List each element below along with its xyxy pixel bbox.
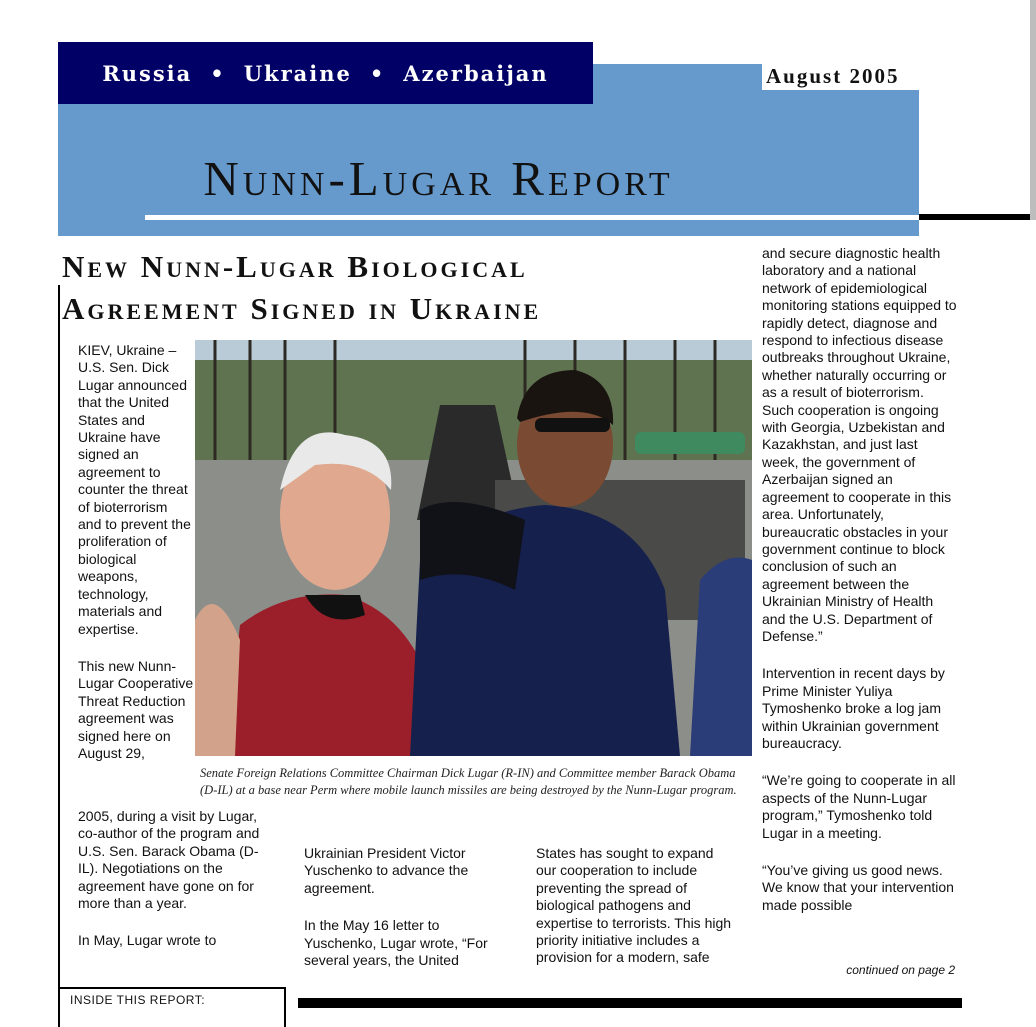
report-title: Nunn-Lugar Report: [203, 151, 674, 206]
page-edge: [1030, 0, 1036, 220]
article-headline: [62, 246, 752, 330]
issue-date: August 2005: [762, 62, 919, 90]
masthead-black-rule: [919, 214, 1036, 220]
article-column-4: [762, 245, 958, 934]
paragraph: “We’re going to cooperate in all aspects of the Nunn-Lugar program,” Tymoshenko told Lugar in a meeting.: [762, 772, 956, 841]
masthead-rule: [145, 215, 919, 220]
article-column-1: [78, 342, 194, 782]
article-column-3: [536, 845, 736, 987]
headline-line-2: Agreement Signed in Ukraine: [62, 291, 542, 326]
paragraph: Ukrainian President Victor Yuschenko to advance the agreement.: [304, 845, 469, 896]
paragraph: In the May 16 letter to Yuschenko, Lugar wrote, “For several years, the United: [304, 917, 488, 969]
region-separator: •: [369, 60, 386, 86]
region-ukraine: Ukraine: [243, 60, 352, 86]
headline-line-1: New Nunn-Lugar Biological: [62, 249, 528, 284]
paragraph: This new Nunn-Lugar Cooperative Threat Reduction agreement was signed here on August 29,: [78, 657, 194, 761]
article-photo: [195, 340, 752, 756]
photo-caption: Senate Foreign Relations Committee Chairman Dick Lugar (R-IN) and Committee member Barack Obama (D-IL) at a base near Perm where mobile launch missiles are being destroyed by the Nunn-Lugar program.: [200, 766, 737, 797]
left-rule: [58, 285, 60, 991]
region-azerbaijan: Azerbaijan: [403, 60, 549, 86]
paragraph: “You’ve giving us good news. We know that your intervention made possible: [762, 862, 954, 913]
paragraph: KIEV, Ukraine – U.S. Sen. Dick Lugar announced that the United States and Ukraine have signed an agreement to counter the threat of bioterrorism and to prevent the proliferation of biological weapons, technology, materials and expertise.: [78, 342, 191, 637]
paragraph: 2005, during a visit by Lugar, co-author of the program and U.S. Sen. Barack Obama (D-IL). Negotiations on the agreement have gone on for more than a year.: [78, 808, 260, 912]
region-separator: •: [210, 60, 226, 86]
bottom-rule: [298, 998, 962, 1008]
continued-link[interactable]: continued on page 2: [846, 963, 955, 977]
inside-report-box: [58, 987, 286, 1027]
article-column-2: [304, 845, 504, 989]
inside-report-label: INSIDE THIS REPORT:: [70, 993, 206, 1007]
article-column-1-continued: [78, 808, 268, 970]
paragraph: In May, Lugar wrote to: [78, 932, 217, 949]
paragraph: Intervention in recent days by Prime Minister Yuliya Tymoshenko broke a log jam within Ukrainian government bureaucracy.: [762, 665, 945, 751]
photo-illustration: [195, 340, 752, 756]
region-bar: [58, 42, 593, 104]
paragraph: States has sought to expand our cooperation to include preventing the spread of biological pathogens and expertise to terrorists. This high priority initiative includes a provision for a modern, safe: [536, 845, 732, 966]
region-russia: Russia: [102, 60, 193, 86]
paragraph: and secure diagnostic health laboratory and a national network of epidemiological monitoring stations equipped to rapidly detect, diagnose and respond to infectious disease outbreaks throughout Ukraine, whether naturally occurring or as a result of bioterrorism. Such cooperation is ongoing with Georgia, Uzbekistan and Kazakhstan, and just last week, the government of Azerbaijan signed an agreement to cooperate in this area. Unfortunately, bureaucratic obstacles in your government continue to block conclusion of such an agreement between the Ukrainian Ministry of Health and the U.S. Department of Defense.”: [762, 245, 957, 644]
